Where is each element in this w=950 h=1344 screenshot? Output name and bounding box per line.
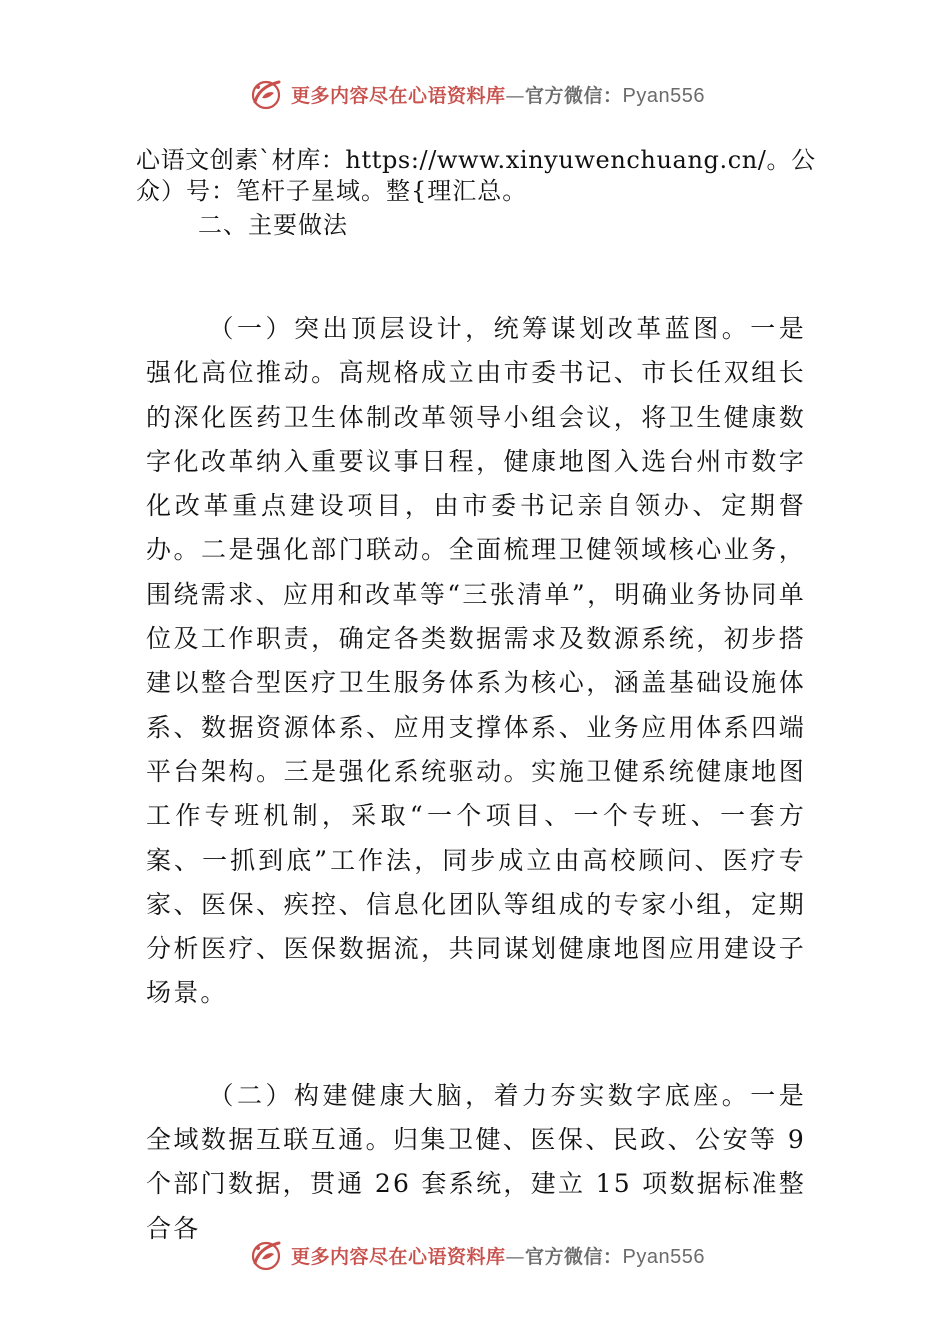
watermark-text (291, 1242, 705, 1269)
watermark-lead: 更多内容尽在心语资料库 (291, 84, 506, 107)
watermark-wechat-label: 官方微信： (525, 1245, 623, 1268)
watermark-dash: — (505, 84, 526, 107)
paragraph-2: （二）构建健康大脑，着力夯实数字底座。一是全域数据互联互通。归集卫健、医保、民政、公安等 9 个部门数据，贯通 26 套系统，建立 15 项数据标准整合各 (146, 1080, 806, 1243)
watermark-banner-bottom (0, 1233, 950, 1277)
document-body (136, 145, 816, 1251)
watermark-handle: Pyan556 (622, 1245, 705, 1268)
watermark-lead: 更多内容尽在心语资料库 (291, 1245, 506, 1268)
watermark-text (291, 81, 705, 108)
brand-logo-icon (245, 74, 285, 114)
watermark-handle: Pyan556 (622, 84, 705, 107)
watermark-wechat-label: 官方微信： (525, 84, 623, 107)
section-heading: 二、主要做法 (198, 211, 348, 239)
watermark-banner-top (0, 72, 950, 116)
paragraph-1: （一）突出顶层设计，统筹谋划改革蓝图。一是强化高位推动。高规格成立由市委书记、市长任双组长的深化医药卫生体制改革领导小组会议，将卫生健康数字化改革纳入重要议事日程，健康地图入选台州市数字化改革重点建设项目，由市委书记亲自领办、定期督办。二是强化部门联动。全面梳理卫健领域核心业务，围绕需求、应用和改革等“三张清单”，明确业务协同单位及工作职责，确定各类数据需求及数源系统，初步搭建以整合型医疗卫生服务体系为核心，涵盖基础设施体系、数据资源体系、应用支撑体系、业务应用体系四端平台架构。三是强化系统驱动。实施卫健系统健康地图工作专班机制，采取“一个项目、一个专班、一套方案、一抓到底”工作法，同步成立由高校顾问、医疗专家、医保、疾控、信息化团队等组成的专家小组，定期分析医疗、医保数据流，共同谋划健康地图应用建设子场景。 (146, 314, 806, 1008)
source-line-2: 众）号：笔杆子星域。整{理汇总。 (136, 177, 528, 205)
source-line-1: 心语文创素`材库：https://www.xinyuwenchuang.cn/。公 (136, 146, 816, 174)
watermark-dash: — (505, 1245, 526, 1268)
brand-logo-icon (245, 1235, 285, 1275)
